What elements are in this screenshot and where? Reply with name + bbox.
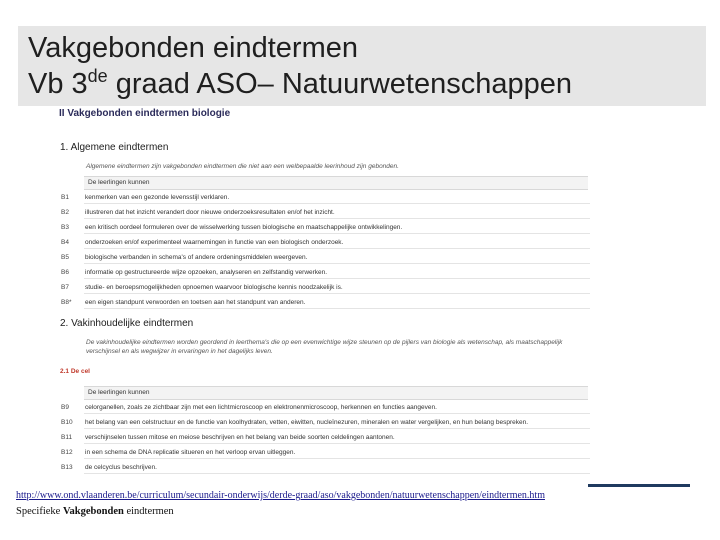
slide-title-line2 (28, 68, 572, 101)
list-item (56, 447, 596, 459)
item-text: onderzoeken en/of experimenteel waarnemingen in functie van een biologisch onderzoek. (85, 239, 344, 246)
section1-title: 1. Algemene eindtermen (60, 142, 169, 153)
item-text: het belang van een celstructuur en de functie van koolhydraten, vetten, eiwitten, nucleïnezuren, mineralen en water vergelijken, en hun belang bespreken. (85, 419, 529, 426)
list-item (56, 237, 596, 249)
item-code: B8* (61, 299, 72, 306)
list-item (56, 402, 596, 414)
item-text: studie- en beroepsmogelijkheden opnoemen waarvoor biologische kennis noodzakelijk is. (85, 284, 343, 291)
row-divider (84, 203, 590, 204)
title-line2-superscript: de (87, 66, 108, 86)
item-text: een eigen standpunt verwoorden en toetsen aan het standpunt van anderen. (85, 299, 306, 306)
learners-header (84, 176, 588, 190)
learners-label-2: De leerlingen kunnen (88, 389, 150, 396)
list-item (56, 297, 596, 309)
item-code: B11 (61, 434, 73, 441)
row-divider (84, 413, 590, 414)
list-item (56, 267, 596, 279)
row-divider (84, 473, 590, 474)
item-text: celorganellen, zoals ze zichtbaar zijn met een lichtmicroscoop en elektronenmicroscoop, herkennen en functies aangeven. (85, 404, 437, 411)
row-divider (84, 218, 590, 219)
section2-title: 2. Vakinhoudelijke eindtermen (60, 318, 194, 329)
item-text: biologische verbanden in schema's of andere ordeningsmiddelen weergeven. (85, 254, 308, 261)
item-text: kenmerken van een gezonde levensstijl verklaren. (85, 194, 230, 201)
source-link[interactable]: http://www.ond.vlaanderen.be/curriculum/secundair-onderwijs/derde-graad/aso/vakgebonden/natuurwetenschappen/eindtermen.htm (16, 490, 545, 501)
list-item (56, 222, 596, 234)
row-divider (84, 308, 590, 309)
item-code: B6 (61, 269, 69, 276)
slide-title-line1: Vakgebonden eindtermen (28, 32, 358, 64)
item-code: B13 (61, 464, 73, 471)
learners-header-2 (84, 386, 588, 400)
item-code: B5 (61, 254, 69, 261)
learners-label: De leerlingen kunnen (88, 179, 150, 186)
item-code: B10 (61, 419, 73, 426)
item-code: B2 (61, 209, 69, 216)
list-item (56, 207, 596, 219)
row-divider (84, 443, 590, 444)
item-text: verschijnselen tussen mitose en meiose beschrijven en het belang van beide soorten celdelingen aantonen. (85, 434, 395, 441)
document-screenshot (56, 106, 596, 478)
item-code: B1 (61, 194, 69, 201)
footer-note-suffix: eindtermen (123, 506, 174, 517)
list-item (56, 252, 596, 264)
document-heading: II Vakgebonden eindtermen biologie (59, 108, 231, 119)
item-code: B3 (61, 224, 69, 231)
decorative-rule (588, 484, 690, 487)
list-item (56, 417, 596, 429)
item-code: B9 (61, 404, 69, 411)
item-text: de celcyclus beschrijven. (85, 464, 157, 471)
row-divider (84, 248, 590, 249)
row-divider (84, 263, 590, 264)
list-item (56, 462, 596, 474)
list-item (56, 432, 596, 444)
title-line2-prefix: Vb 3 (28, 68, 88, 100)
footer-note-bold: Vakgebonden (62, 506, 124, 517)
item-text: illustreren dat het inzicht verandert door nieuwe onderzoeksresultaten en/of het inzicht. (85, 209, 335, 216)
item-code: B12 (61, 449, 73, 456)
title-line2-suffix: graad ASO– Natuurwetenschappen (107, 68, 573, 100)
list-item (56, 282, 596, 294)
row-divider (84, 458, 590, 459)
item-code: B4 (61, 239, 69, 246)
row-divider (84, 233, 590, 234)
row-divider (84, 278, 590, 279)
footer-note (16, 506, 174, 517)
item-text: een kritisch oordeel formuleren over de wisselwerking tussen biologische en maatschappelijke ontwikkelingen. (85, 224, 403, 231)
item-code: B7 (61, 284, 69, 291)
list-item (56, 192, 596, 204)
subsection-title: 2.1 De cel (60, 368, 90, 375)
footer-note-prefix: Specifieke (16, 506, 63, 517)
row-divider (84, 428, 590, 429)
item-text: informatie op gestructureerde wijze opzoeken, analyseren en zelfstandig verwerken. (85, 269, 328, 276)
section2-intro: De vakinhoudelijke eindtermen worden geordend in leerthema's die op een evenwichtige wijze steunen op de pijlers van biologie als wetenschap, als maatschappelijk verschijnsel en als wegwijzer in ervaringen in het dagelijks leven. (86, 339, 563, 355)
slide-title-band (18, 26, 706, 106)
item-text: in een schema de DNA replicatie situeren en het verloop ervan uitleggen. (85, 449, 296, 456)
row-divider (84, 293, 590, 294)
section1-intro: Algemene eindtermen zijn vakgebonden eindtermen die niet aan een welbepaalde leerinhoud zijn gebonden. (86, 163, 399, 170)
